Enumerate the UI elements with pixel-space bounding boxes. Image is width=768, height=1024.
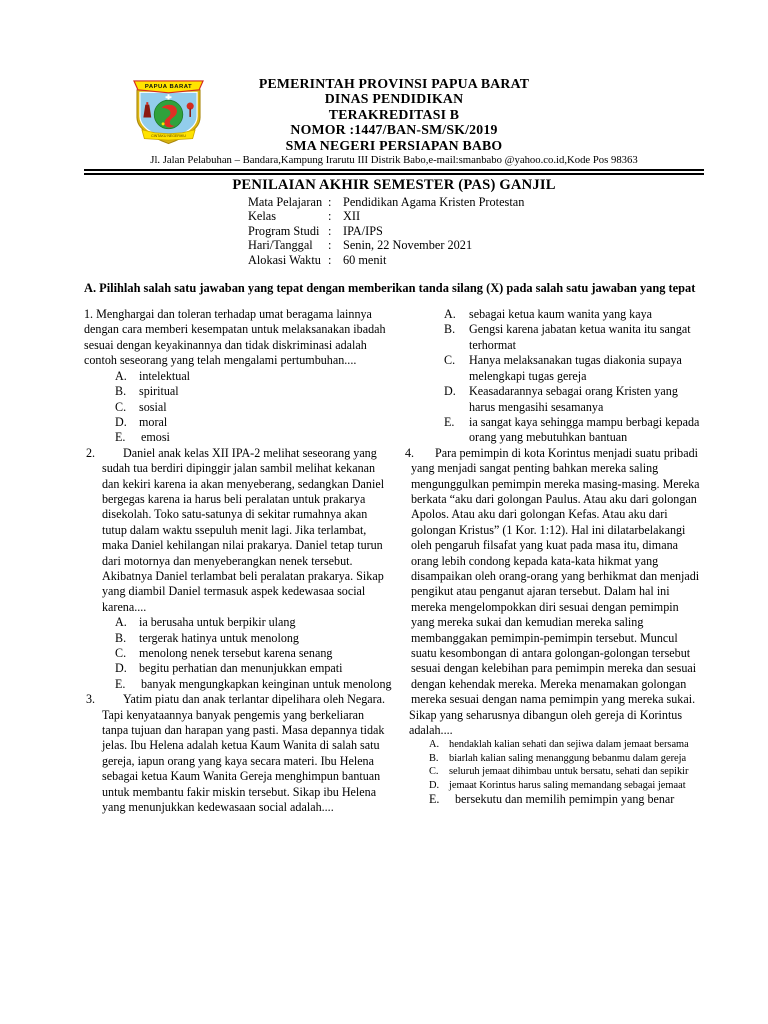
emblem-cross-bar — [166, 96, 172, 98]
option-letter: C. — [115, 399, 127, 414]
gov-line-school: SMA NEGERI PERSIAPAN BABO — [285, 137, 503, 153]
option-text: bersekutu dan memilih pemimpin yang benar — [455, 792, 675, 807]
option-letter: C. — [429, 766, 439, 778]
option-1c — [115, 400, 392, 415]
option-text: biarlah kalian saling menanggung bebanmu dalam gereja — [449, 752, 687, 764]
option-text: spiritual — [139, 384, 179, 399]
gov-line-number: NOMOR :1447/BAN-SM/SK/2019 — [290, 122, 498, 138]
meta-label: Alokasi Waktu — [248, 252, 321, 267]
option-letter: E. — [444, 414, 455, 429]
option-letter: B. — [115, 384, 127, 399]
papua-barat-emblem-icon — [129, 78, 208, 149]
option-2e — [115, 677, 392, 692]
option-text: sebagai ketua kaum wanita yang kaya — [469, 307, 653, 322]
meta-value: XII — [343, 209, 361, 224]
exam-title: PENILAIAN AKHIR SEMESTER (PAS) GANJIL — [232, 177, 556, 194]
emblem-tree-trunk — [189, 109, 191, 117]
question-1-text: Menghargai dan toleran terhadap umat beragama lainnya dengan cara memberi kesempatan untuk melaksanakan ibadah sesuai dengan keyakinannya dan tidak diskriminasi adalah contoh seseorang yang telah mengalami pertumbuhan.... — [84, 307, 386, 368]
option-letter: A. — [115, 368, 127, 383]
question-4 — [401, 446, 704, 708]
meta-label: Kelas — [248, 209, 276, 224]
meta-value: 60 menit — [343, 252, 387, 267]
option-1b — [115, 384, 392, 399]
question-3-options — [444, 307, 704, 446]
option-1d — [115, 415, 392, 430]
letterhead — [84, 76, 704, 175]
meta-label: Hari/Tanggal — [248, 238, 313, 253]
option-letter: E. — [429, 792, 440, 807]
option-text: sosial — [139, 399, 167, 414]
option-text: hendaklah kalian sehati dan sejiwa dalam jemaat bersama — [449, 739, 689, 751]
option-text: emosi — [141, 430, 170, 445]
emblem-derrick-top — [146, 102, 148, 105]
option-4e — [429, 792, 704, 807]
option-letter: E. — [115, 676, 126, 691]
meta-row-class — [248, 209, 704, 223]
column-left — [84, 307, 392, 815]
option-1a — [115, 369, 392, 384]
exam-meta — [248, 195, 704, 267]
meta-value: Senin, 22 November 2021 — [343, 238, 473, 253]
question-3-number: 3. — [86, 692, 96, 707]
option-text: ia sangat kaya sehingga mampu berbagi kepada orang yang mebutuhkan bantuan — [469, 414, 700, 445]
option-letter: B. — [429, 752, 439, 764]
option-text: begitu perhatian dan menunjukkan empati — [139, 661, 343, 676]
option-letter: B. — [115, 630, 127, 645]
question-2-text: Daniel anak kelas XII IPA-2 melihat seseorang yang sudah tua berdiri dipinggir jalan sambil melihat kekanan dan kekiri karena ia akan menyeberang, sedangkan Daniel bergegas karena ia harus beli peralatan untuk prakarya disekolah. Toko satu-satunya di sekitar rumahnya akan tutup dalam waktu ssepuluh menit lagi. Jika terlambat, maka Daniel kehilangan nilai prakarya. Daniel tetap turun dari motornya dan menyeberangkan nenek tersebut. Akibatnya Daniel terlambat beli peralatan prakarya. Sikap yang diambil Daniel termasuk aspek kedewasaa social karena.... — [102, 445, 385, 614]
gov-line-province: PEMERINTAH PROVINSI PAPUA BARAT — [258, 76, 530, 91]
emblem-motto-text: CINTAKU NEGERIKU — [151, 134, 186, 139]
option-letter: B. — [444, 322, 456, 337]
meta-row-program — [248, 224, 704, 238]
option-letter: A. — [115, 615, 127, 630]
gov-line-accreditation: TERAKREDITASI B — [328, 106, 460, 122]
question-4-number: 4. — [405, 445, 415, 460]
option-3e — [444, 415, 704, 446]
question-4-options — [429, 738, 704, 807]
meta-colon: : — [328, 195, 332, 210]
option-text: banyak mengungkapkan keinginan untuk menolong — [141, 676, 392, 691]
meta-label: Mata Pelajaran — [248, 195, 323, 210]
meta-value: IPA/IPS — [343, 223, 383, 238]
section-a-instruction: A. Pilihlah salah satu jawaban yang tepat dengan memberikan tanda silang (X) pada salah satu jawaban yang tepat — [84, 281, 696, 296]
option-3d — [444, 384, 704, 415]
question-2 — [84, 446, 392, 615]
question-3-text: Yatim piatu dan anak terlantar dipelihara oleh Negara. Tapi kenyataannya banyak pengemis yang berkeliaran tanpa tujuan dan harapan yang pasti. Masa depannya tidak jelas. Ibu Helena adalah ketua Kaum Wanita di salah satu gereja, iapun orang yang kaya secara materi. Ibu Helena sebagai ketua Kaum Wanita Gereja menghimpun bantuan untuk membantu fakir miskin tersebut. Sikap ibu Helena yang menunjukkan kedewasaan social adalah.... — [102, 692, 386, 815]
option-text: intelektual — [139, 368, 191, 383]
option-text: jemaat Korintus harus saling memandang sebagai jemaat — [449, 779, 686, 791]
option-2b — [115, 631, 392, 646]
option-letter: A. — [444, 307, 456, 322]
meta-colon: : — [328, 252, 332, 267]
option-letter: D. — [444, 384, 456, 399]
question-3 — [84, 692, 392, 815]
option-letter: D. — [115, 414, 127, 429]
question-2-options — [115, 615, 392, 692]
meta-colon: : — [328, 209, 332, 224]
option-4c — [429, 765, 704, 778]
option-2c — [115, 646, 392, 661]
option-letter: E. — [115, 430, 126, 445]
question-4-closing: Sikap yang seharusnya dibangun oleh gereja di Korintus adalah.... — [409, 707, 683, 738]
meta-colon: : — [328, 223, 332, 238]
question-2-number: 2. — [86, 445, 96, 460]
option-text: menolong nenek tersebut karena senang — [139, 646, 333, 660]
page-content — [84, 76, 704, 815]
option-2a — [115, 615, 392, 630]
emblem-banner-text: PAPUA BARAT — [144, 84, 193, 91]
option-letter: A. — [429, 739, 440, 751]
column-right — [401, 307, 704, 815]
meta-row-date — [248, 238, 704, 252]
gov-line-department: DINAS PENDIDIKAN — [324, 91, 464, 107]
school-address: Jl. Jalan Pelabuhan – Bandara,Kampung Irarutu III Distrik Babo,e-mail:smanbabo @yahoo.co.id,Kode Pos 98363 — [150, 154, 638, 167]
option-text: Hanya melaksanakan tugas diakonia supaya melengkapi tugas gereja — [469, 353, 682, 383]
question-columns — [84, 307, 704, 815]
option-2d — [115, 661, 392, 676]
option-text: ia berusaha untuk berpikir ulang — [139, 615, 296, 630]
question-1 — [84, 307, 392, 369]
emblem-accent-dot — [162, 122, 165, 125]
header-divider — [84, 169, 704, 175]
meta-value: Pendidikan Agama Kristen Protestan — [343, 195, 525, 210]
option-text: Keasadarannya sebagai orang Kristen yang harus mengasihi sesamanya — [469, 384, 678, 414]
meta-label: Program Studi — [248, 223, 320, 238]
option-letter: C. — [115, 646, 127, 660]
meta-row-subject — [248, 195, 704, 209]
option-4a — [429, 738, 704, 751]
option-3a — [444, 307, 704, 322]
option-3c — [444, 353, 704, 384]
option-text: Gengsi karena jabatan ketua wanita itu sangat terhormat — [469, 322, 691, 352]
question-1-number: 1. — [84, 307, 94, 322]
meta-colon: : — [328, 238, 332, 253]
option-3b — [444, 322, 704, 353]
option-1e — [115, 430, 392, 445]
question-1-options — [115, 369, 392, 446]
option-letter: C. — [444, 353, 456, 368]
option-text: seluruh jemaat dihimbau untuk bersatu, sehati dan sepikir — [449, 766, 689, 778]
question-4-text: Para pemimpin di kota Korintus menjadi suatu pribadi yang menjadi sangat penting bahkan mereka saling mengunggulkan pemimpin mereka masing-masing. Mereka berkata “aku dari golongan Paulus. Atau aku dari golongan Apolos. Atau aku dari golongan Kefas. Atau aku dari golongan Kristus” (1 Kor. 1:12). Hal ini dilatarbelakangi oleh pengaruh filsafat yang kuat pada masa itu, dimana orang lebih condong kepada kata-kata hikmat yang disampaikan oleh orang-orang yang berhikmat dan menjadi pengikut atau penganut ajaran tersebut. Dalam hal ini mereka mengelompokkan diri sesuai dengan pemimpin yang mereka sukai dan kemudian mereka saling membanggakan pemimpin-pemimpin tersebut. Muncul suatu kesombongan di antara golongan-golongan tersebut sesuai dengan kelebihan para pemimpin mereka dan sesuai dengan kehendak mereka. Mereka menamakan golongan mereka sesuai dengan nama pemimpin yang mereka sukai. — [411, 445, 700, 707]
option-4b — [429, 752, 704, 765]
meta-row-duration — [248, 253, 704, 267]
option-text: moral — [139, 414, 168, 429]
option-4d — [429, 779, 704, 792]
option-letter: D. — [429, 779, 440, 791]
option-letter: D. — [115, 661, 127, 676]
option-text: tergerak hatinya untuk menolong — [139, 630, 299, 645]
